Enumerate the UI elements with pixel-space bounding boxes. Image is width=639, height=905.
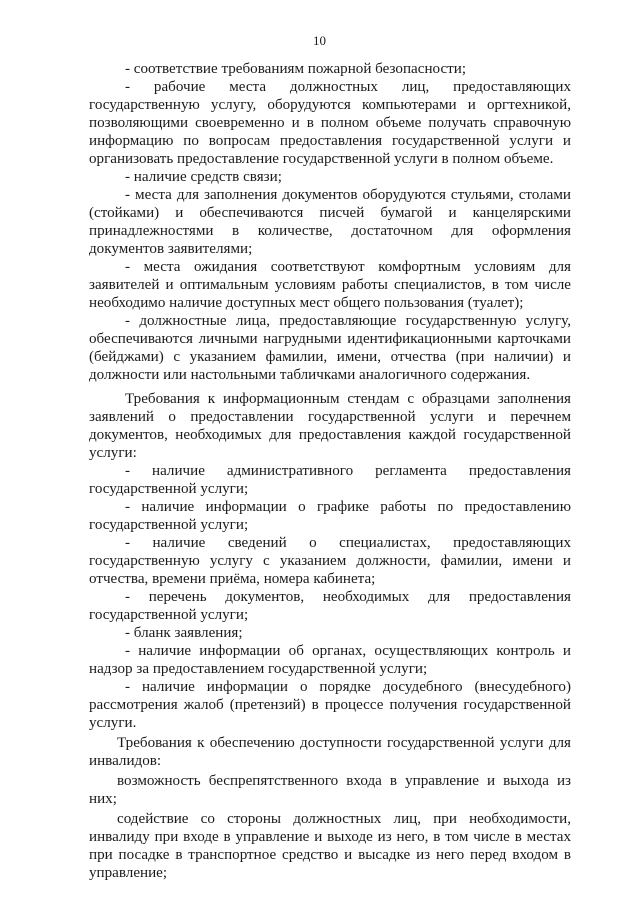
paragraph-application-form: - бланк заявления;: [125, 625, 243, 641]
paragraph-unobstructed-entry: возможность беспрепятственного входа в управление и выхода из них;: [89, 773, 571, 807]
paragraph-complaints-procedure: - наличие информации о порядке досудебного (внесудебного) рассмотрения жалоб (претензий) в процессе получения государственной услуги.: [89, 679, 571, 731]
paragraph-info-stands-requirements: Требования к информационным стендам с образцами заполнения заявлений о предоставлении государственной услуги и перечнем документов, необходимых для предоставления каждой государственной услуги:: [89, 391, 571, 461]
paragraph-communications: - наличие средств связи;: [125, 169, 282, 185]
paragraph-staff-badges: - должностные лица, предоставляющие государственную услугу, обеспечиваются личными нагрудными идентификационными карточками (бейджами) с указанием фамилии, имени, отчества (при наличии) и должности или настольными табличками аналогичного содержания.: [89, 313, 571, 383]
paragraph-control-bodies: - наличие информации об органах, осуществляющих контроль и надзор за предоставлением государственной услуги;: [89, 643, 571, 677]
paragraph-document-filling-areas: - места для заполнения документов оборудуются стульями, столами (стойками) и обеспечиваются писчей бумагой и канцелярскими принадлежностями в количестве, достаточном для оформления документов заявителями;: [89, 187, 571, 257]
paragraph-specialists-info: - наличие сведений о специалистах, предоставляющих государственную услугу с указанием должности, фамилии, имени и отчества, времени приёма, номера кабинета;: [89, 535, 571, 587]
paragraph-documents-list: - перечень документов, необходимых для предоставления государственной услуги;: [89, 589, 571, 623]
page-number: 10: [313, 33, 326, 48]
paragraph-fire-safety: - соответствие требованиям пожарной безопасности;: [125, 61, 467, 77]
paragraph-waiting-areas: - места ожидания соответствуют комфортным условиям для заявителей и оптимальным условиям работы специалистов, в том числе необходимо наличие доступных мест общего пользования (туалет);: [89, 259, 571, 311]
paragraph-workplaces: - рабочие места должностных лиц, предоставляющих государственную услугу, оборудуются компьютерами и оргтехникой, позволяющими своевременно и в полном объеме получать справочную информацию по вопросам предоставления государственной услуги и организовать предоставление государственной услуги в полном объеме.: [89, 79, 571, 167]
paragraph-admin-regulation: - наличие административного регламента предоставления государственной услуги;: [89, 463, 571, 497]
paragraph-work-schedule: - наличие информации о графике работы по предоставлению государственной услуги;: [89, 499, 571, 533]
paragraph-staff-assistance: содействие со стороны должностных лиц, при необходимости, инвалиду при входе в управление и выходе из него, в том числе в местах при посадке в транспортное средство и высадке из него перед входом в управление;: [89, 811, 571, 881]
paragraph-accessibility-requirements: Требования к обеспечению доступности государственной услуги для инвалидов:: [89, 735, 571, 769]
document-body: [89, 60, 571, 882]
